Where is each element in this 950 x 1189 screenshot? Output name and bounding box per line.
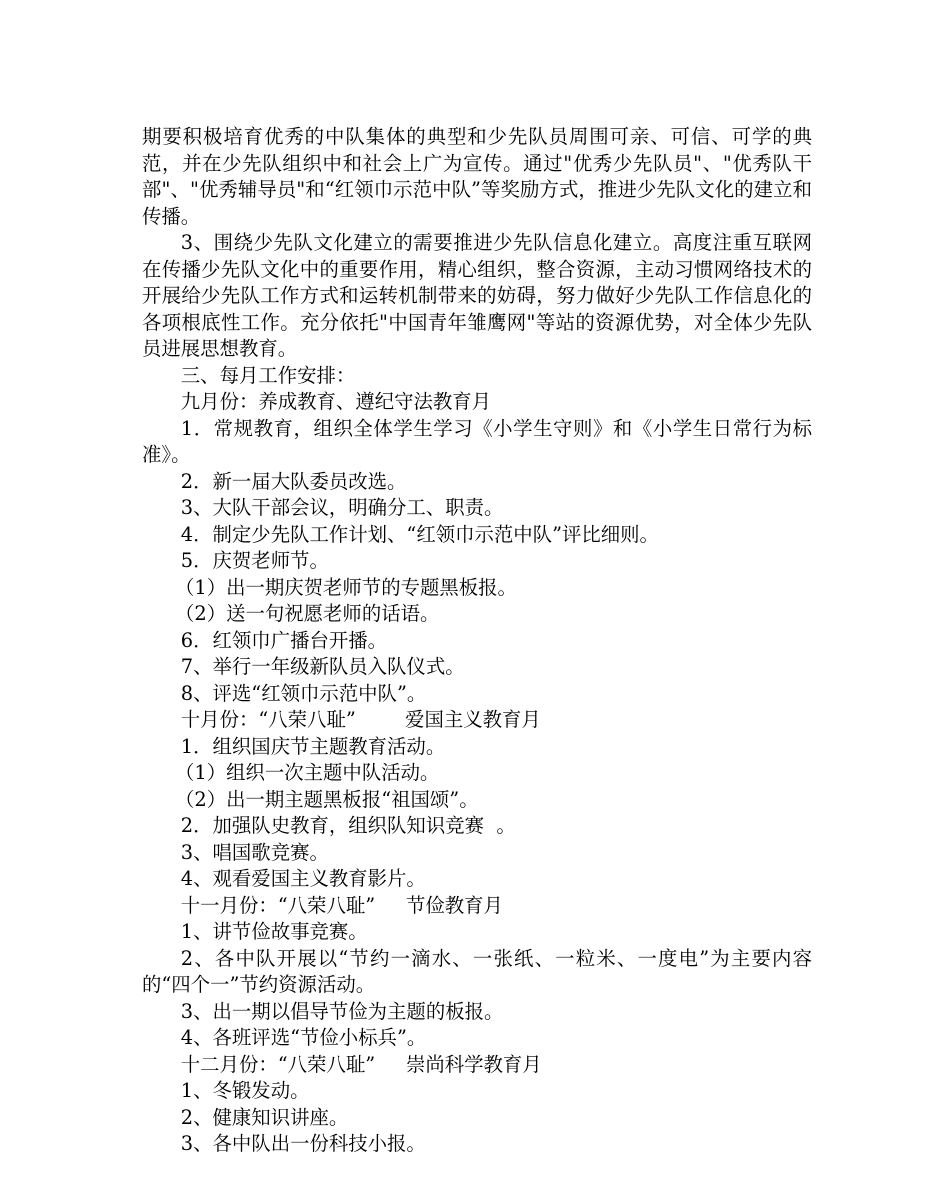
- month-heading-november: 十一月份：“八荣八耻” 节俭教育月: [180, 893, 503, 917]
- month-heading-october: 十月份：“八荣八耻” 爱国主义教育月: [180, 708, 541, 731]
- list-item: 3、各中队出一份科技小报。: [180, 1132, 426, 1155]
- month-heading-december: 十二月份：“八荣八耻” 崇尚科学教育月: [180, 1052, 542, 1076]
- list-item: 1．常规教育，组织全体学生学习《小学生守则》和《小学生日常行为标准》。: [142, 416, 812, 466]
- sub-list-item: （1）出一期庆贺老师节的专题黑板报。: [174, 575, 517, 599]
- list-item: 2、各中队开展以“节约一滴水、一张纸、一粒米、一度电”为主要内容的“四个一”节约资源活动。: [142, 946, 812, 996]
- list-item: 1、冬锻发动。: [180, 1079, 310, 1102]
- list-item: 1．组织国庆节主题教育活动。: [180, 734, 446, 758]
- list-item: 4、各班评选“节俭小标兵”。: [180, 1026, 427, 1049]
- list-item: 6．红领巾广播台开播。: [180, 628, 388, 652]
- list-item: 2、健康知识讲座。: [180, 1105, 349, 1129]
- month-heading-september: 九月份：养成教育、遵纪守法教育月: [180, 390, 492, 413]
- list-item: 2．加强队史教育，组织队知识竞赛 。: [180, 814, 516, 837]
- list-item: 5．庆贺老师节。: [180, 549, 329, 572]
- paragraph-honor-models: 期要积极培育优秀的中队集体的典型和少先队员周围可亲、可信、可学的典范，并在少先队组织中和社会上广为宣传。通过"优秀少先队员"、"优秀队干部"、"优秀辅导员"和“红领巾示范中队”等奖励方式，推进少先队文化的建立和传播。: [142, 125, 812, 228]
- list-item: 8、评选“红领巾示范中队”。: [180, 681, 427, 705]
- section-heading-monthly-plan: 三、每月工作安排：: [180, 363, 356, 387]
- sub-list-item: （2）出一期主题黑板报“祖国颂”。: [174, 787, 479, 811]
- list-item: 7、举行一年级新队员入队仪式。: [180, 655, 465, 678]
- list-item: 3、大队干部会议，明确分工、职责。: [180, 496, 504, 519]
- sub-list-item: （2）送一句祝愿老师的话语。: [174, 602, 440, 625]
- list-item: 3、出一期以倡导节俭为主题的板报。: [180, 999, 504, 1023]
- list-item: 2．新一届大队委员改选。: [180, 469, 407, 493]
- sub-list-item: （1）组织一次主题中队活动。: [174, 761, 440, 784]
- list-item: 4．制定少先队工作计划、“红领巾示范中队”评比细则。: [180, 522, 659, 546]
- list-item: 4、观看爱国主义教育影片。: [180, 867, 426, 890]
- paragraph-informatization: 3、围绕少先队文化建立的需要推进少先队信息化建立。高度注重互联网在传播少先队文化中的重要作用，精心组织，整合资源，主动习惯网络技术的开展给少先队工作方式和运转机制带来的妨碍，努力做好少先队工作信息化的各项根底性工作。充分依托"中国青年雏鹰网"等站的资源优势，对全体少先队员进展思想教育。: [142, 231, 812, 360]
- list-item: 3、唱国歌竞赛。: [180, 840, 329, 864]
- document-body: [142, 124, 812, 1158]
- list-item: 1、讲节俭故事竞赛。: [180, 920, 368, 943]
